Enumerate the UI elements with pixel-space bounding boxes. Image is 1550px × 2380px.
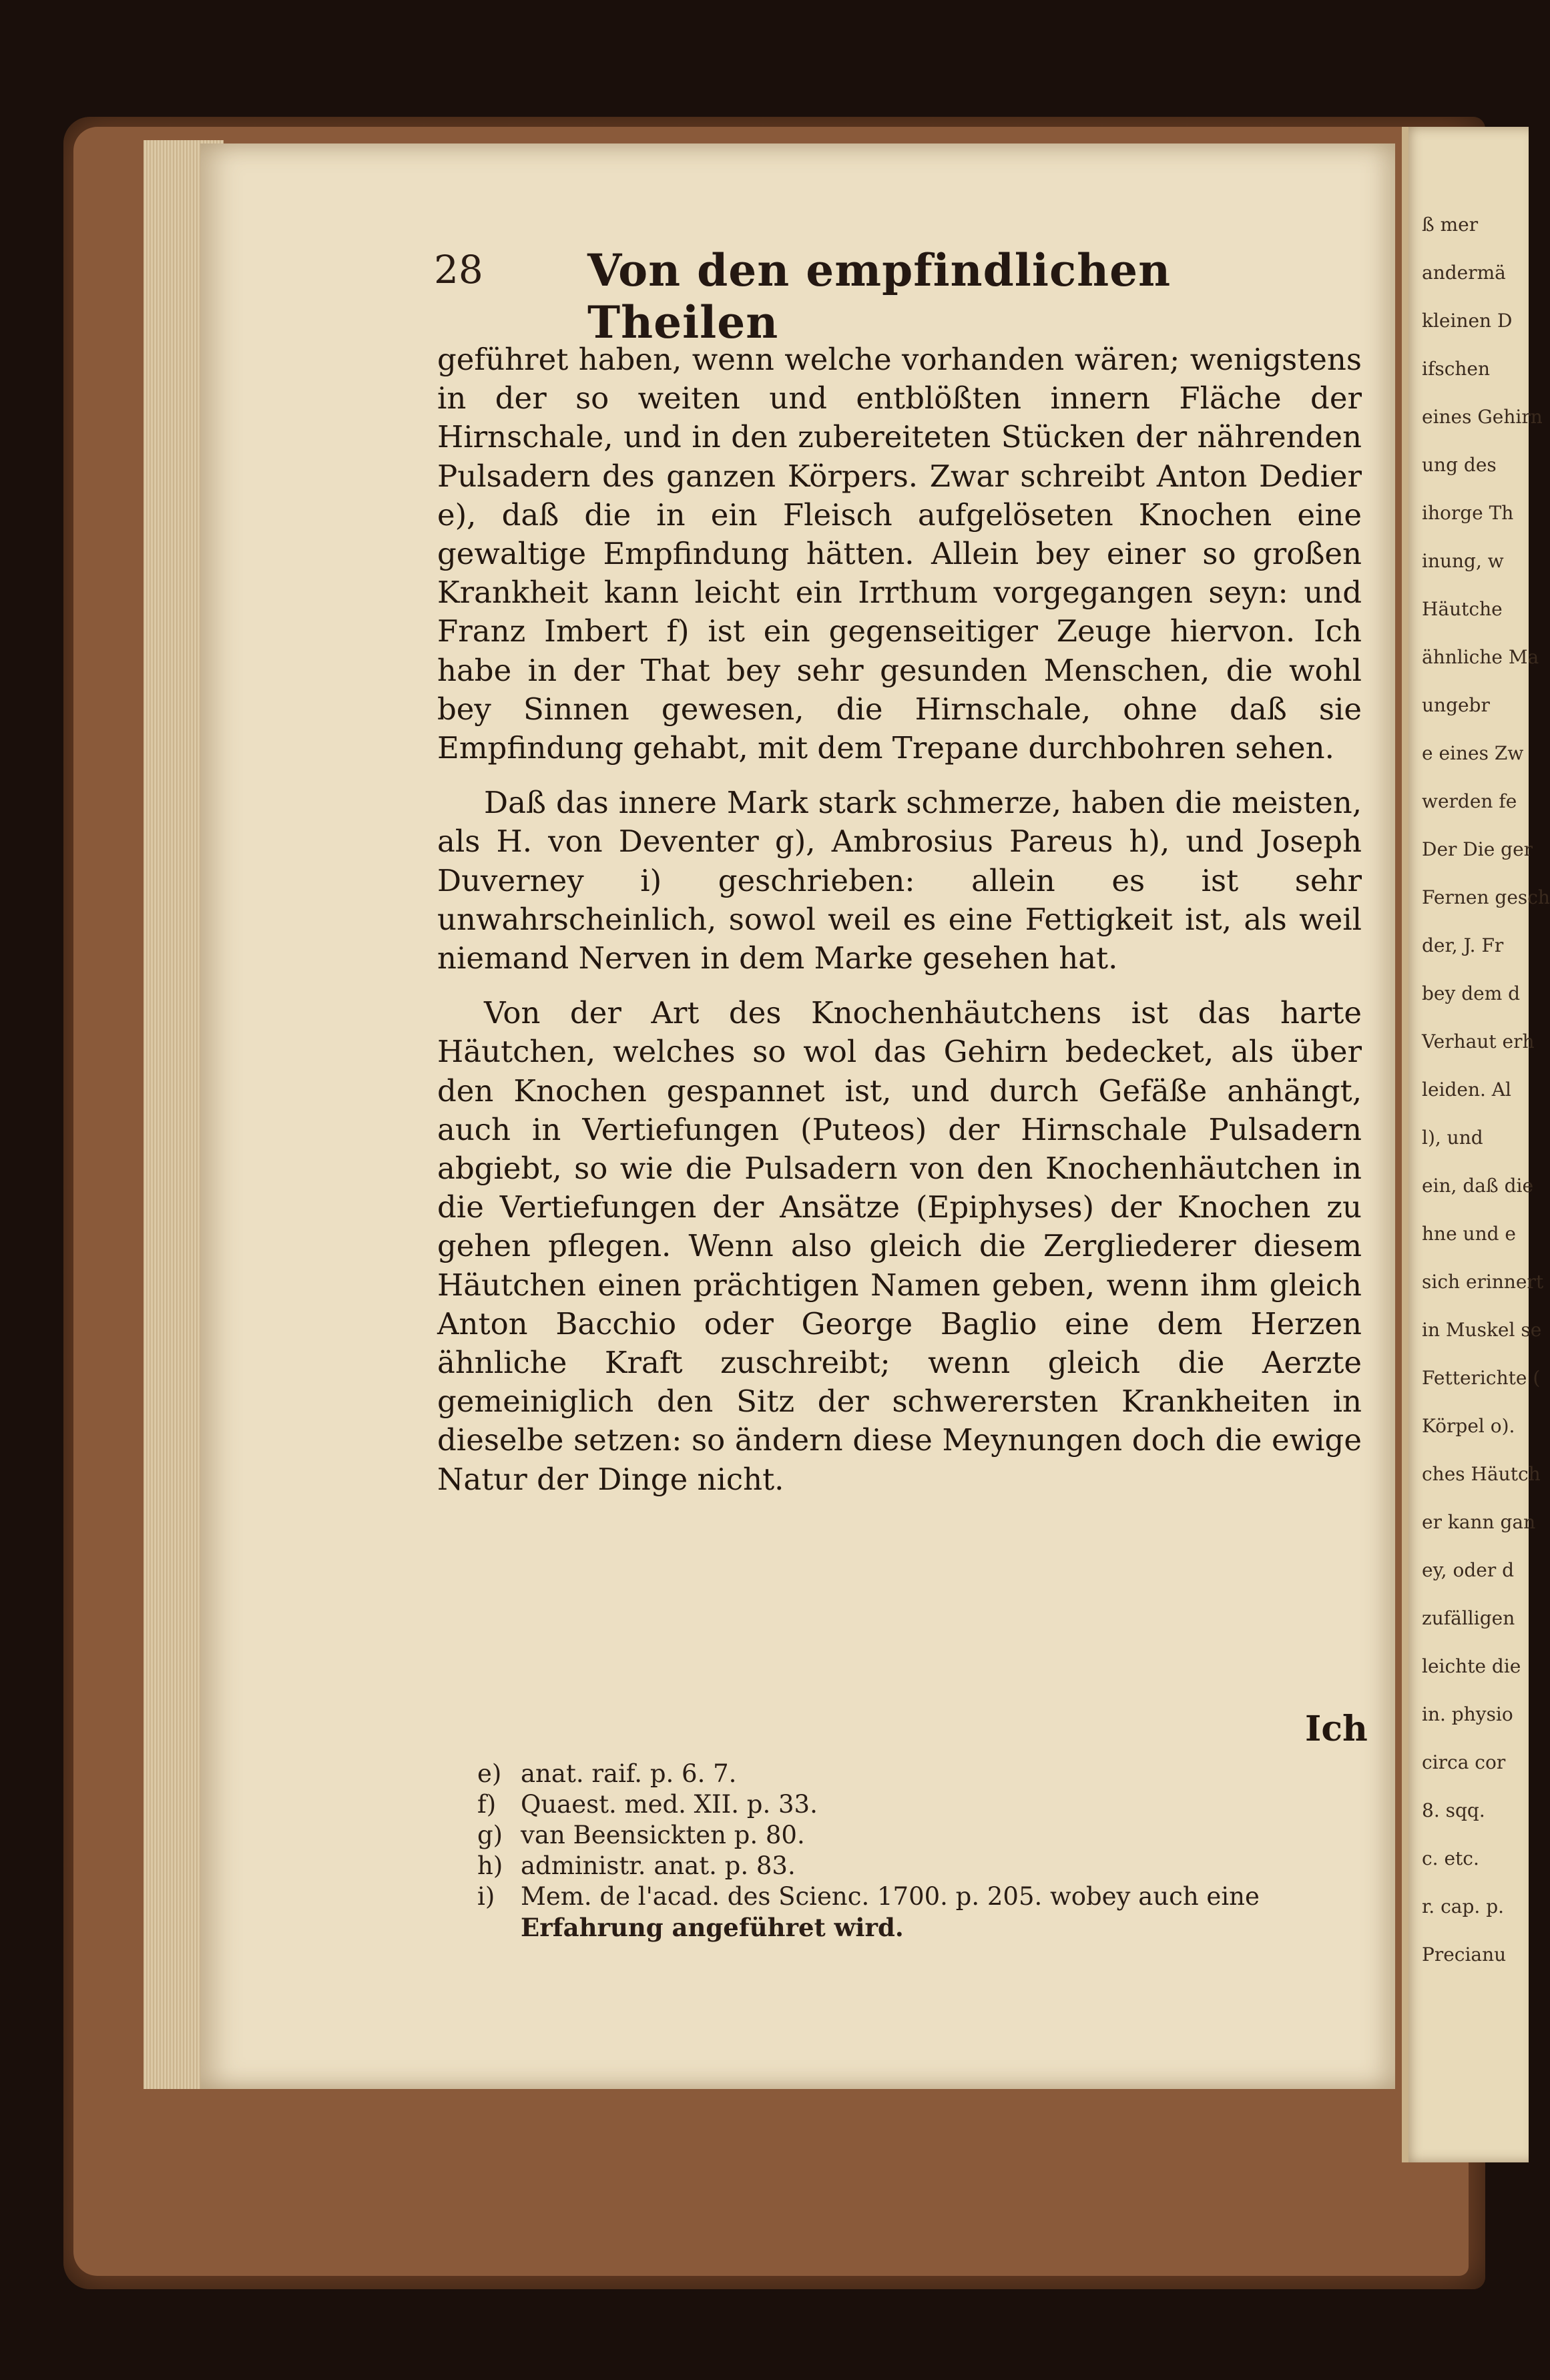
paragraph-2: Daß das innere Mark stark schmerze, haben die meisten, als H. von Deventer g), Ambrosius Pareus h), und Joseph Duverney i) geschrieben: allein es ist sehr unwahrscheinlich, sowol weil es eine Fettigkeit ist, als weil niemand Nerven in dem Marke gesehen hat.: [437, 785, 1362, 976]
right-page-line: bey dem d: [1422, 982, 1521, 1004]
footnote-text: Mem. de l'acad. des Scienc. 1700. p. 205. wobey auch eine: [521, 1882, 1260, 1911]
right-page-line: kleinen D: [1422, 310, 1513, 332]
right-page-line: ungebr: [1422, 694, 1490, 716]
page-header: [434, 244, 1342, 348]
right-page-line: circa cor: [1422, 1751, 1506, 1773]
right-page-line: inung, w: [1422, 550, 1504, 572]
right-page-fragment: [1402, 127, 1550, 2162]
right-page-line: Precianu: [1422, 1944, 1507, 1966]
right-page-line: l), und: [1422, 1127, 1483, 1149]
footnote-text: anat. raif. p. 6. 7.: [521, 1759, 737, 1788]
footnote-label: i): [477, 1882, 495, 1911]
page-number: 28: [434, 247, 483, 292]
right-page-line: hne und e: [1422, 1223, 1516, 1245]
footnote-text: administr. anat. p. 83.: [521, 1851, 796, 1880]
right-page-line: Fetterichte (: [1422, 1367, 1541, 1389]
right-page-line: ifschen: [1422, 358, 1491, 380]
footnote-text: Quaest. med. XII. p. 33.: [521, 1790, 818, 1819]
footnote-h: [477, 1851, 1365, 1881]
footnote-i: [477, 1881, 1365, 1912]
footnote-g: [477, 1820, 1365, 1851]
right-page-line: werden fe: [1422, 790, 1517, 812]
right-page-line: c. etc.: [1422, 1847, 1479, 1869]
right-page-line: zufälligen: [1422, 1607, 1515, 1629]
footnote-label: f): [477, 1790, 497, 1819]
right-page-line: andermä: [1422, 262, 1506, 284]
footnote-label: h): [477, 1851, 503, 1880]
right-page-line: sich erinnert: [1422, 1271, 1544, 1293]
paragraph-3: Von der Art des Knochenhäutchens ist das harte Häutchen, welches so wol das Gehirn bedecket, als über den Knochen gespannet ist, und durch Gefäße anhängt, auch in Vertiefungen (Puteos) der Hirnschale Pulsadern abgiebt, so wie die Pulsadern von den Knochenhäutchen in die Vertiefungen der Ansätze (Epiphyses) der Knochen zu gehen pflegen. Wenn also gleich die Zergliederer diesem Häutchen einen prächtigen Namen geben, wenn ihm gleich Anton Bacchio oder George Baglio eine dem Herzen ähnliche Kraft zuschreibt; wenn gleich die Aerzte gemeiniglich den Sitz der schwerersten Krankheiten in dieselbe setzen: so ändern diese Meynungen doch die ewige Natur der Dinge nicht.: [437, 995, 1362, 1497]
right-page-line: ähnliche Ma: [1422, 646, 1539, 668]
right-page-line: 8. sqq.: [1422, 1799, 1485, 1821]
right-page-line: ey, oder d: [1422, 1559, 1515, 1581]
paragraph-1: geführet haben, wenn welche vorhanden wären; wenigstens in der so weiten und entblößten innern Fläche der Hirnschale, und in den zubereiteten Stücken der nährenden Pulsadern des ganzen Körpers. Zwar schreibt Anton Dedier e), daß die in ein Fleisch aufgelöseten Knochen eine gewaltige Empfindung hätten. Allein bey einer so großen Krankheit kann leicht ein Irrthum vorgegangen seyn: und Franz Imbert f) ist ein gegenseitiger Zeuge hiervon. Ich habe in der That bey sehr gesunden Menschen, die wohl bey Sinnen gewesen, die Hirnschale, ohne daß sie Empfindung gehabt, mit dem Trepane durchbohren sehen.: [437, 342, 1362, 766]
footnotes: [477, 1759, 1365, 1943]
right-page-line: er kann gan: [1422, 1511, 1536, 1533]
right-page-line: Fernen gesch: [1422, 886, 1550, 908]
right-page-line: Der Die ger: [1422, 838, 1533, 860]
right-page-line: ches Häutch: [1422, 1463, 1541, 1485]
right-page-line: e eines Zw: [1422, 742, 1524, 764]
right-page-line: leichte die: [1422, 1655, 1521, 1677]
footnote-e: [477, 1759, 1365, 1789]
footnote-label: g): [477, 1821, 503, 1849]
right-page-line: r. cap. p.: [1422, 1895, 1505, 1917]
running-title: Von den empfindlichen Theilen: [587, 244, 1172, 348]
right-page-line: der, J. Fr: [1422, 934, 1504, 956]
footnote-f: [477, 1789, 1365, 1820]
footnote-label: e): [477, 1759, 502, 1788]
right-page-line: Häutche: [1422, 598, 1503, 620]
right-page-line: ß mer: [1422, 214, 1479, 236]
main-text: [437, 340, 1362, 1515]
right-page-line: ihorge Th: [1422, 502, 1514, 524]
right-page-line: leiden. Al: [1422, 1079, 1511, 1101]
footnote-continuation: Erfahrung angeführet wird.: [521, 1913, 904, 1942]
right-page-line: ein, daß die: [1422, 1175, 1534, 1197]
right-page-line: in. physio: [1422, 1703, 1513, 1725]
catchword: Ich: [1305, 1709, 1368, 1749]
right-page-line: Körpel o).: [1422, 1415, 1515, 1437]
right-page-line: ung des: [1422, 454, 1497, 476]
right-page-line: in Muskel se: [1422, 1319, 1542, 1341]
right-page-line: eines Gehirn: [1422, 406, 1543, 428]
footnote-text: van Beensickten p. 80.: [521, 1821, 805, 1849]
right-page-line: Verhaut erh: [1422, 1030, 1535, 1053]
